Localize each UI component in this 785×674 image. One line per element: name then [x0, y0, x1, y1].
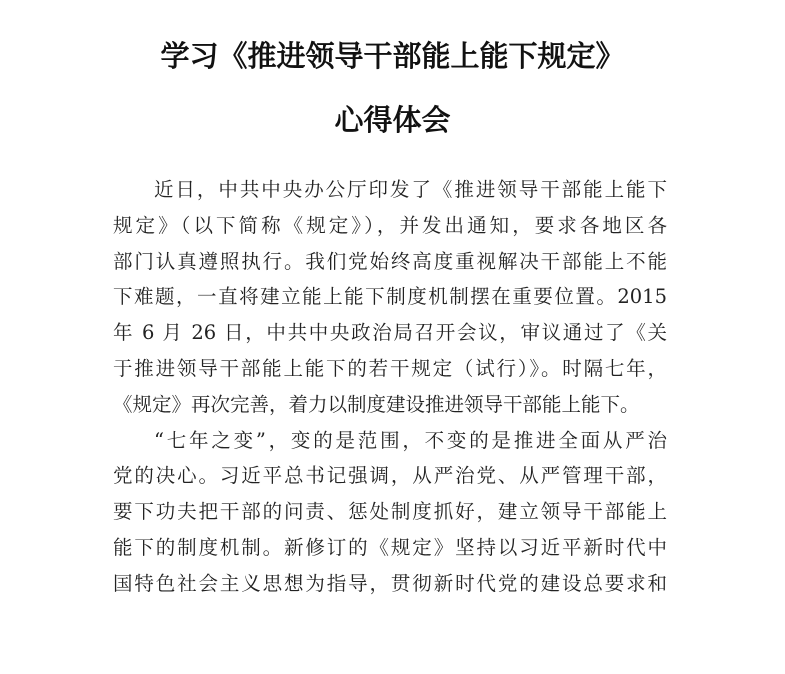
text-line: 年 6 月 26 日，中共中央政治局召开会议，审议通过了《关	[113, 321, 667, 345]
text-line: 党的决心。习近平总书记强调，从严治党、从严管理干部，	[113, 464, 667, 488]
document-title: 学习《推进领导干部能上能下规定》	[160, 39, 625, 73]
text-line: 近日，中共中央办公厅印发了《推进领导干部能上能下	[154, 178, 667, 201]
text-line: 规定》（以下简称《规定》），并发出通知，要求各地区各	[113, 213, 667, 237]
text-line: “七年之变”，变的是范围，不变的是推进全面从严治	[154, 428, 667, 452]
text-line: 国特色社会主义思想为指导，贯彻新时代党的建设总要求和	[113, 571, 667, 595]
document-body	[113, 172, 667, 602]
text-line: 部门认真遵照执行。我们党始终高度重视解决干部能上不能	[113, 249, 667, 273]
document-subtitle: 心得体会	[334, 103, 451, 137]
text-line: 《规定》再次完善，着力以制度建设推进领导干部能上能下。	[113, 392, 640, 416]
text-line: 能下的制度机制。新修订的《规定》坚持以习近平新时代中	[113, 535, 667, 559]
text-line: 于推进领导干部能上能下的若干规定（试行）》。时隔七年，	[113, 356, 667, 380]
text-line: 要下功夫把干部的问责、惩处制度抓好，建立领导干部能上	[113, 500, 667, 524]
paragraph-1	[113, 172, 667, 423]
paragraph-2	[113, 423, 667, 602]
text-line: 下难题，一直将建立能上能下制度机制摆在重要位置。2015	[113, 285, 667, 309]
